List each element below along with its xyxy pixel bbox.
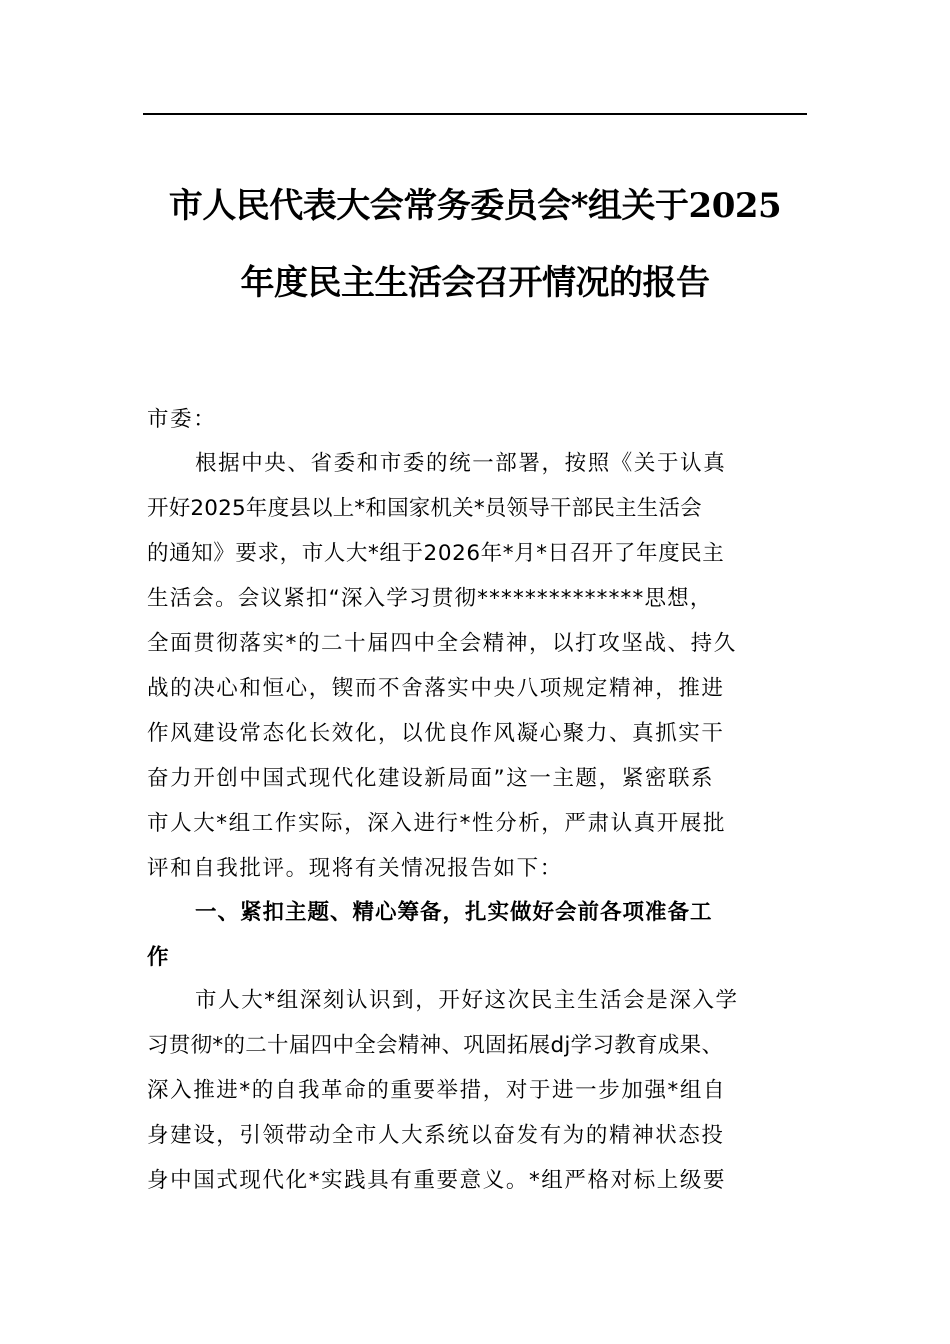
paragraph-line: 市人大*组工作实际，深入进行*性分析，严肃认真开展批 (147, 811, 727, 836)
paragraph-line: 奋力开创中国式现代化建设新局面”这一主题，紧密联系 (147, 766, 715, 791)
paragraph-line: 市人大*组深刻认识到，开好这次民主生活会是深入学 (195, 988, 739, 1013)
title-line-1: 市人民代表大会常务委员会*组关于2025 (168, 186, 782, 226)
salutation-text: 市委： (147, 407, 217, 432)
paragraph-line: 的通知》要求，市人大*组于2026年*月*日召开了年度民主 (147, 541, 725, 566)
salutation (147, 397, 811, 442)
document-title (143, 168, 807, 322)
title-line-2: 年度民主生活会召开情况的报告 (240, 263, 710, 303)
heading-line: 作 (147, 945, 170, 970)
paragraph-1 (147, 441, 811, 891)
paragraph-line: 生活会。会议紧扣“深入学习贯彻**************思想， (147, 586, 713, 611)
header-rule (143, 113, 807, 115)
paragraph-line: 作风建设常态化长效化，以优良作风凝心聚力、真抓实干 (147, 721, 725, 746)
paragraph-line: 评和自我批评。现将有关情况报告如下： (147, 856, 563, 881)
paragraph-line: 深入推进*的自我革命的重要举措，对于进一步加强*组自 (147, 1078, 727, 1103)
paragraph-line: 习贯彻*的二十届四中全会精神、巩固拓展dj学习教育成果、 (147, 1033, 724, 1058)
paragraph-line: 身建设，引领带动全市人大系统以奋发有为的精神状态投 (147, 1123, 725, 1148)
paragraph-line: 战的决心和恒心，锲而不舍落实中央八项规定精神，推进 (147, 676, 725, 701)
heading-line: 一、紧扣主题、精心筹备，扎实做好会前各项准备工 (195, 900, 713, 925)
paragraph-line: 开好2025年度县以上*和国家机关*员领导干部民主生活会 (147, 496, 702, 521)
paragraph-line: 全面贯彻落实*的二十届四中全会精神，以打攻坚战、持久 (147, 631, 737, 656)
paragraph-line: 根据中央、省委和市委的统一部署，按照《关于认真 (195, 451, 727, 476)
paragraph-2 (147, 978, 811, 1203)
paragraph-line: 身中国式现代化*实践具有重要意义。*组严格对标上级要 (147, 1168, 727, 1193)
section-heading-1 (147, 890, 811, 980)
